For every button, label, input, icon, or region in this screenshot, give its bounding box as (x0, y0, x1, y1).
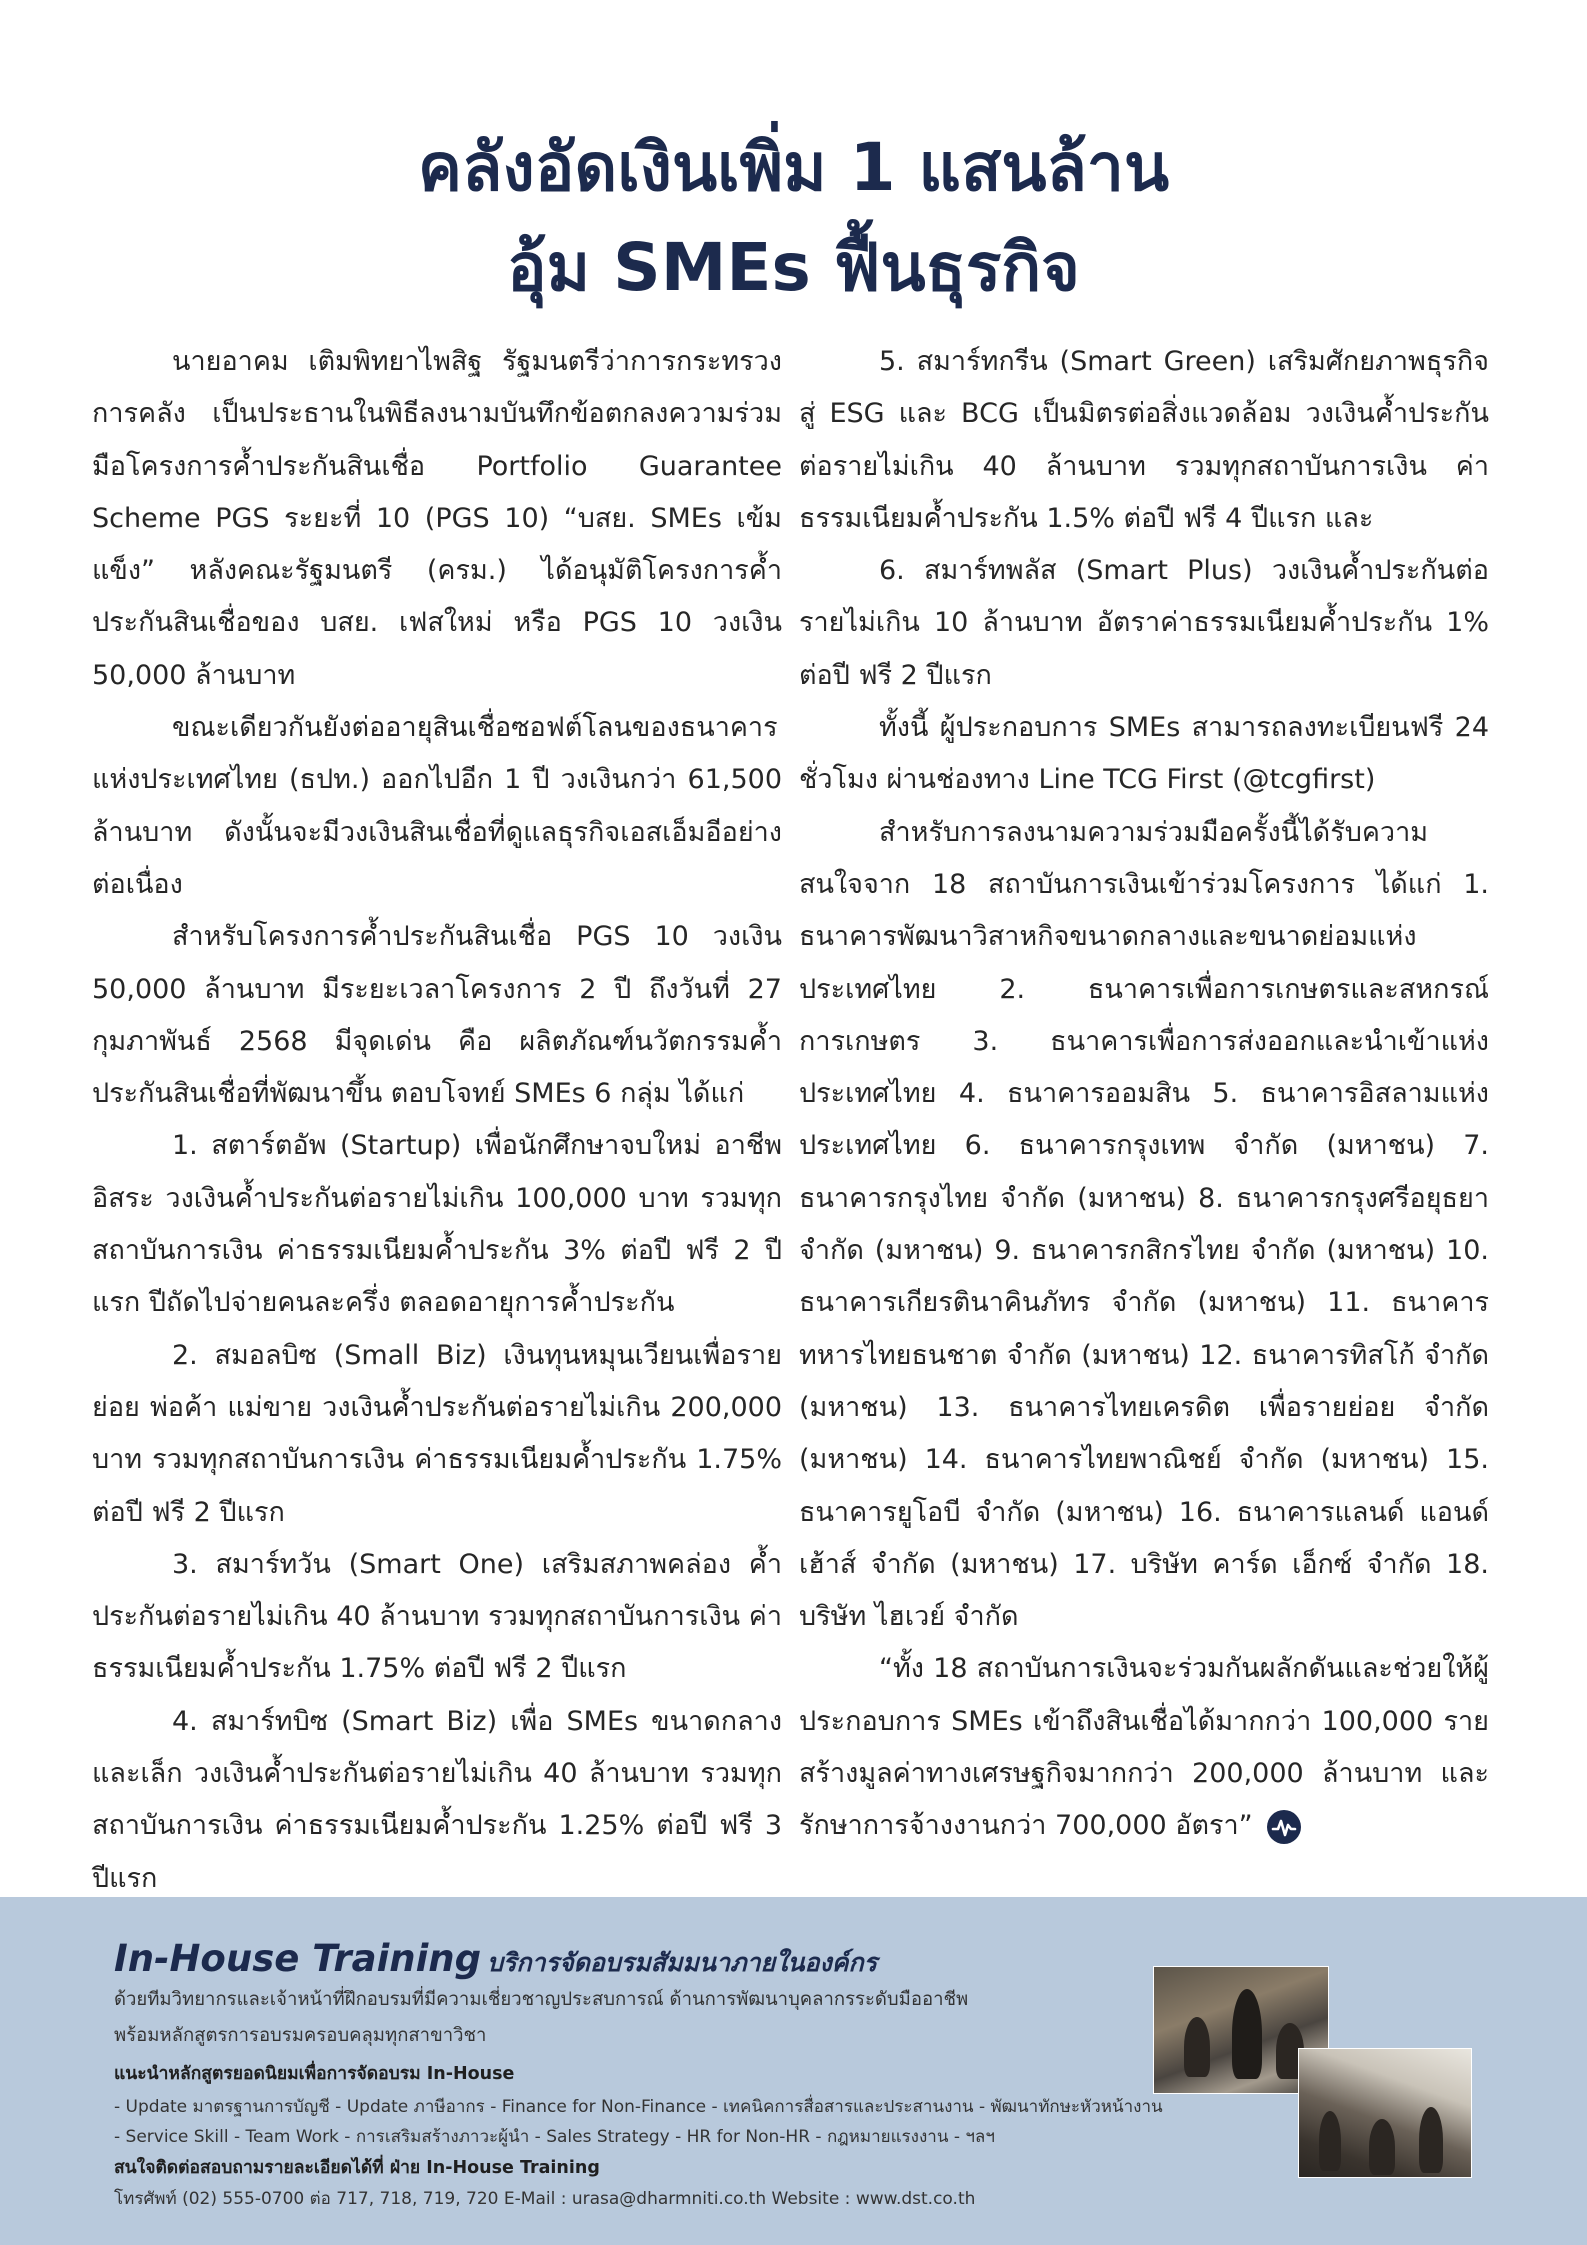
paragraph: นายอาคม เติมพิทยาไพสิฐ รัฐมนตรีว่าการกระทรวงการคลัง เป็นประธานในพิธีลงนามบันทึกข้อตกลงความร่วมมือโครงการค้ำประกันสินเชื่อ Portfolio Guarantee Scheme PGS ระยะที่ 10 (PGS 10) “บสย. SMEs เข้มแข็ง” หลังคณะรัฐมนตรี (ครม.) ได้อนุมัติโครงการค้ำประกันสินเชื่อของ บสย. เฟสใหม่ หรือ PGS 10 วงเงิน 50,000 ล้านบาท (92, 346, 782, 691)
courses-list-1: - Update มาตรฐานการบัญชี - Update ภาษีอากร - Finance for Non-Finance - เทคนิคการสื่อสารและประสานงาน - พัฒนาทักษะหัวหน้างาน (114, 2097, 1163, 2117)
right-column (799, 336, 1489, 1853)
quote-text: “ทั้ง 18 สถาบันการเงินจะร่วมกันผลักดันและช่วยให้ผู้ประกอบการ SMEs เข้าถึงสินเชื่อได้มากกว่า 100,000 ราย สร้างมูลค่าทางเศรษฐกิจมากกว่า 200,000 ล้านบาท และรักษาการจ้างงานกว่า 700,000 อัตรา” (799, 1653, 1489, 1842)
banner-description-2: พร้อมหลักสูตรการอบรมครอบคลุมทุกสาขาวิชา (114, 2025, 487, 2046)
list-item: 2. สมอลบิซ (Small Biz) เงินทุนหมุนเวียนเพื่อรายย่อย พ่อค้า แม่ขาย วงเงินค้ำประกันต่อรายไม่เกิน 200,000 บาท รวมทุกสถาบันการเงิน ค่าธรรมเนียมค้ำประกัน 1.75% ต่อปี ฟรี 2 ปีแรก (92, 1339, 782, 1528)
logo-mark-icon (1267, 1810, 1301, 1844)
list-item: 3. สมาร์ทวัน (Smart One) เสริมสภาพคล่อง ค้ำประกันต่อรายไม่เกิน 40 ล้านบาท รวมทุกสถาบันการเงิน ค่าธรรมเนียมค้ำประกัน 1.75% ต่อปี ฟรี 2 ปีแรก (92, 1548, 782, 1685)
paragraph: ขณะเดียวกันยังต่ออายุสินเชื่อซอฟต์โลนของธนาคารแห่งประเทศไทย (ธปท.) ออกไปอีก 1 ปี วงเงินกว่า 61,500 ล้านบาท ดังนั้นจะมีวงเงินสินเชื่อที่ดูแลธุรกิจเอสเอ็มอีอย่างต่อเนื่อง (92, 712, 782, 900)
paragraph: สำหรับโครงการค้ำประกันสินเชื่อ PGS 10 วงเงิน 50,000 ล้านบาท มีระยะเวลาโครงการ 2 ปี ถึงวันที่ 27 กุมภาพันธ์ 2568 มีจุดเด่น คือ ผลิตภัณฑ์นวัตกรรมค้ำประกันสินเชื่อที่พัฒนาขึ้น ตอบโจทย์ SMEs 6 กลุ่ม ได้แก่ (92, 921, 782, 1110)
paragraph: สำหรับการลงนามความร่วมมือครั้งนี้ได้รับความสนใจจาก 18 สถาบันการเงินเข้าร่วมโครงการ ได้แก่ 1. ธนาคารพัฒนาวิสาหกิจขนาดกลางและขนาดย่อมแห่งประเทศไทย 2. ธนาคารเพื่อการเกษตรและสหกรณ์การเกษตร 3. ธนาคารเพื่อการส่งออกและนำเข้าแห่งประเทศไทย 4. ธนาคารออมสิน 5. ธนาคารอิสลามแห่งประเทศไทย 6. ธนาคารกรุงเทพ จำกัด (มหาชน) 7. ธนาคารกรุงไทย จำกัด (มหาชน) 8. ธนาคารกรุงศรีอยุธยา จำกัด (มหาชน) 9. ธนาคารกสิกรไทย จำกัด (มหาชน) 10. ธนาคารเกียรตินาคินภัทร จำกัด (มหาชน) 11. ธนาคารทหารไทยธนชาต จำกัด (มหาชน) 12. ธนาคารทิสโก้ จำกัด (มหาชน) 13. ธนาคารไทยเครดิต เพื่อรายย่อย จำกัด (มหาชน) 14. ธนาคารไทยพาณิชย์ จำกัด (มหาชน) 15. ธนาคารยูโอบี จำกัด (มหาชน) 16. ธนาคารแลนด์ แอนด์ เฮ้าส์ จำกัด (มหาชน) 17. บริษัท คาร์ด เอ็กซ์ จำกัด 18. บริษัท ไฮเวย์ จำกัด (799, 816, 1489, 1633)
article-title (0, 118, 1587, 318)
title-line-1: คลังอัดเงินเพิ่ม 1 แสนล้าน (417, 129, 1170, 206)
list-item: 5. สมาร์ทกรีน (Smart Green) เสริมศักยภาพธุรกิจสู่ ESG และ BCG เป็นมิตรต่อสิ่งแวดล้อม วงเงินค้ำประกันต่อรายไม่เกิน 40 ล้านบาท รวมทุกสถาบันการเงิน ค่าธรรมเนียมค้ำประกัน 1.5% ต่อปี ฟรี 4 ปีแรก และ (799, 346, 1489, 534)
banner-title-sub: บริการจัดอบรมสัมมนาภายในองค์กร (487, 1948, 878, 1977)
list-item: 1. สตาร์ตอัพ (Startup) เพื่อนักศึกษาจบใหม่ อาชีพอิสระ วงเงินค้ำประกันต่อรายไม่เกิน 100,000 บาท รวมทุกสถาบันการเงิน ค่าธรรมเนียมค้ำประกัน 3% ต่อปี ฟรี 2 ปีแรก ปีถัดไปจ่ายคนละครึ่ง ตลอดอายุการค้ำประกัน (92, 1130, 782, 1319)
list-item: 4. สมาร์ทบิซ (Smart Biz) เพื่อ SMEs ขนาดกลางและเล็ก วงเงินค้ำประกันต่อรายไม่เกิน 40 ล้านบาท รวมทุกสถาบันการเงิน ค่าธรรมเนียมค้ำประกัน 1.25% ต่อปี ฟรี 3 ปีแรก (92, 1705, 782, 1894)
contact-info: โทรศัพท์ (02) 555-0700 ต่อ 717, 718, 719, 720 E-Mail : urasa@dharmniti.co.th Website : www.dst.co.th (114, 2189, 976, 2209)
contact-heading: สนใจติดต่อสอบถามรายละเอียดได้ที่ ฝ่าย In-House Training (114, 2158, 600, 2178)
title-line-2: อุ้ม SMEs ฟื้นธุรกิจ (507, 229, 1080, 306)
paragraph: ทั้งนี้ ผู้ประกอบการ SMEs สามารถลงทะเบียนฟรี 24 ชั่วโมง ผ่านช่องทาง Line TCG First (@tcgfirst) (799, 712, 1489, 796)
banner-description-1: ด้วยทีมวิทยากรและเจ้าหน้าที่ฝึกอบรมที่มีความเชี่ยวชาญประสบการณ์ ด้านการพัฒนาบุคลากรระดับมืออาชีพ (114, 1989, 969, 2010)
left-column (92, 336, 782, 1905)
banner-title-main: In-House Training (114, 1937, 482, 1980)
closing-quote (799, 1643, 1489, 1852)
courses-heading: แนะนำหลักสูตรยอดนิยมเพื่อการจัดอบรม In-House (114, 2064, 515, 2084)
banner-title (114, 1937, 877, 1983)
courses-list-2: - Service Skill - Team Work - การเสริมสร้างภาวะผู้นำ - Sales Strategy - HR for Non-HR - กฎหมายแรงงาน - ฯลฯ (114, 2127, 995, 2147)
list-item: 6. สมาร์ทพลัส (Smart Plus) วงเงินค้ำประกันต่อรายไม่เกิน 10 ล้านบาท อัตราค่าธรรมเนียมค้ำประกัน 1% ต่อปี ฟรี 2 ปีแรก (799, 555, 1489, 691)
training-photo-2 (1298, 2048, 1472, 2178)
